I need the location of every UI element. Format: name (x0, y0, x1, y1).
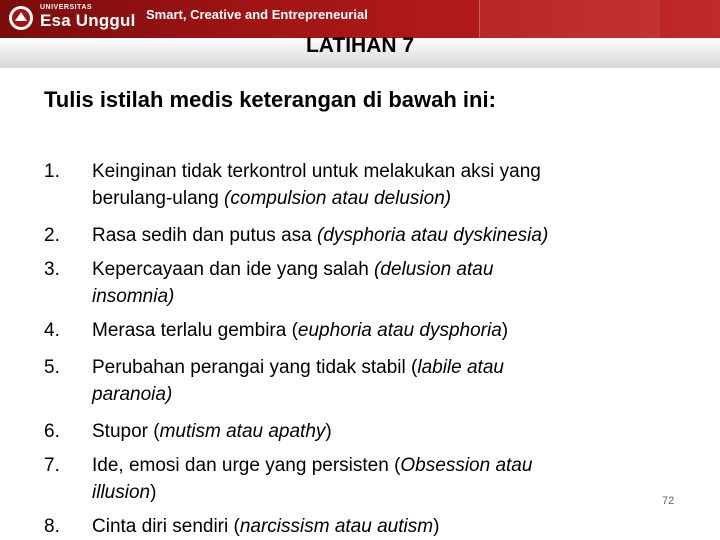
item-term: labile atau (417, 357, 504, 378)
item-number: 3. (44, 259, 60, 280)
item-text: ) (150, 482, 157, 503)
logo-small-text: UNIVERSITAS (40, 4, 93, 11)
item-term: (dysphoria atau dyskinesia) (317, 225, 549, 246)
item-text: ) (433, 516, 440, 537)
item-term: paranoia) (92, 384, 173, 405)
item-text: Stupor ( (92, 421, 160, 442)
item-text: Keinginan tidak terkontrol untuk melakukan aksi yang (92, 161, 541, 182)
item-number: 6. (44, 421, 60, 442)
item-text: Kepercayaan dan ide yang salah (92, 259, 375, 280)
item-number: 8. (44, 516, 60, 537)
item-number: 4. (44, 320, 60, 341)
slide-number: 72 (662, 495, 675, 507)
item-number: 5. (44, 357, 60, 378)
item-term: Obsession atau (400, 455, 533, 476)
tagline: Smart, Creative and Entrepreneurial (146, 7, 368, 22)
item-text: berulang-ulang (92, 188, 225, 209)
logo-name: Esa Unggul (40, 11, 136, 30)
item-text: ) (501, 320, 509, 341)
item-term: euphoria atau dysphoria (297, 320, 502, 341)
item-number: 1. (44, 161, 60, 182)
item-text: Merasa terlalu gembira ( (92, 320, 298, 341)
item-term: narcissism atau autism (239, 516, 434, 537)
item-term: illusion (92, 482, 151, 503)
instruction-text: Tulis istilah medis keterangan di bawah ini: (44, 87, 496, 112)
university-logo-icon (8, 5, 34, 31)
item-text: Rasa sedih dan putus asa (92, 225, 317, 246)
item-number: 7. (44, 455, 60, 476)
item-text: Ide, emosi dan urge yang persisten ( (92, 455, 401, 476)
item-term: mutism atau apathy (159, 421, 326, 442)
item-text: ) (325, 421, 332, 442)
item-text: Perubahan perangai yang tidak stabil ( (92, 357, 418, 378)
item-text: Cinta diri sendiri ( (92, 516, 240, 537)
item-term: (compulsion atau delusion) (224, 188, 452, 209)
slide-title: LATIHAN 7 (305, 34, 415, 57)
header-banner (0, 0, 720, 38)
item-term: insomnia) (92, 286, 175, 307)
item-term: (delusion atau (374, 259, 494, 280)
item-number: 2. (44, 225, 60, 246)
